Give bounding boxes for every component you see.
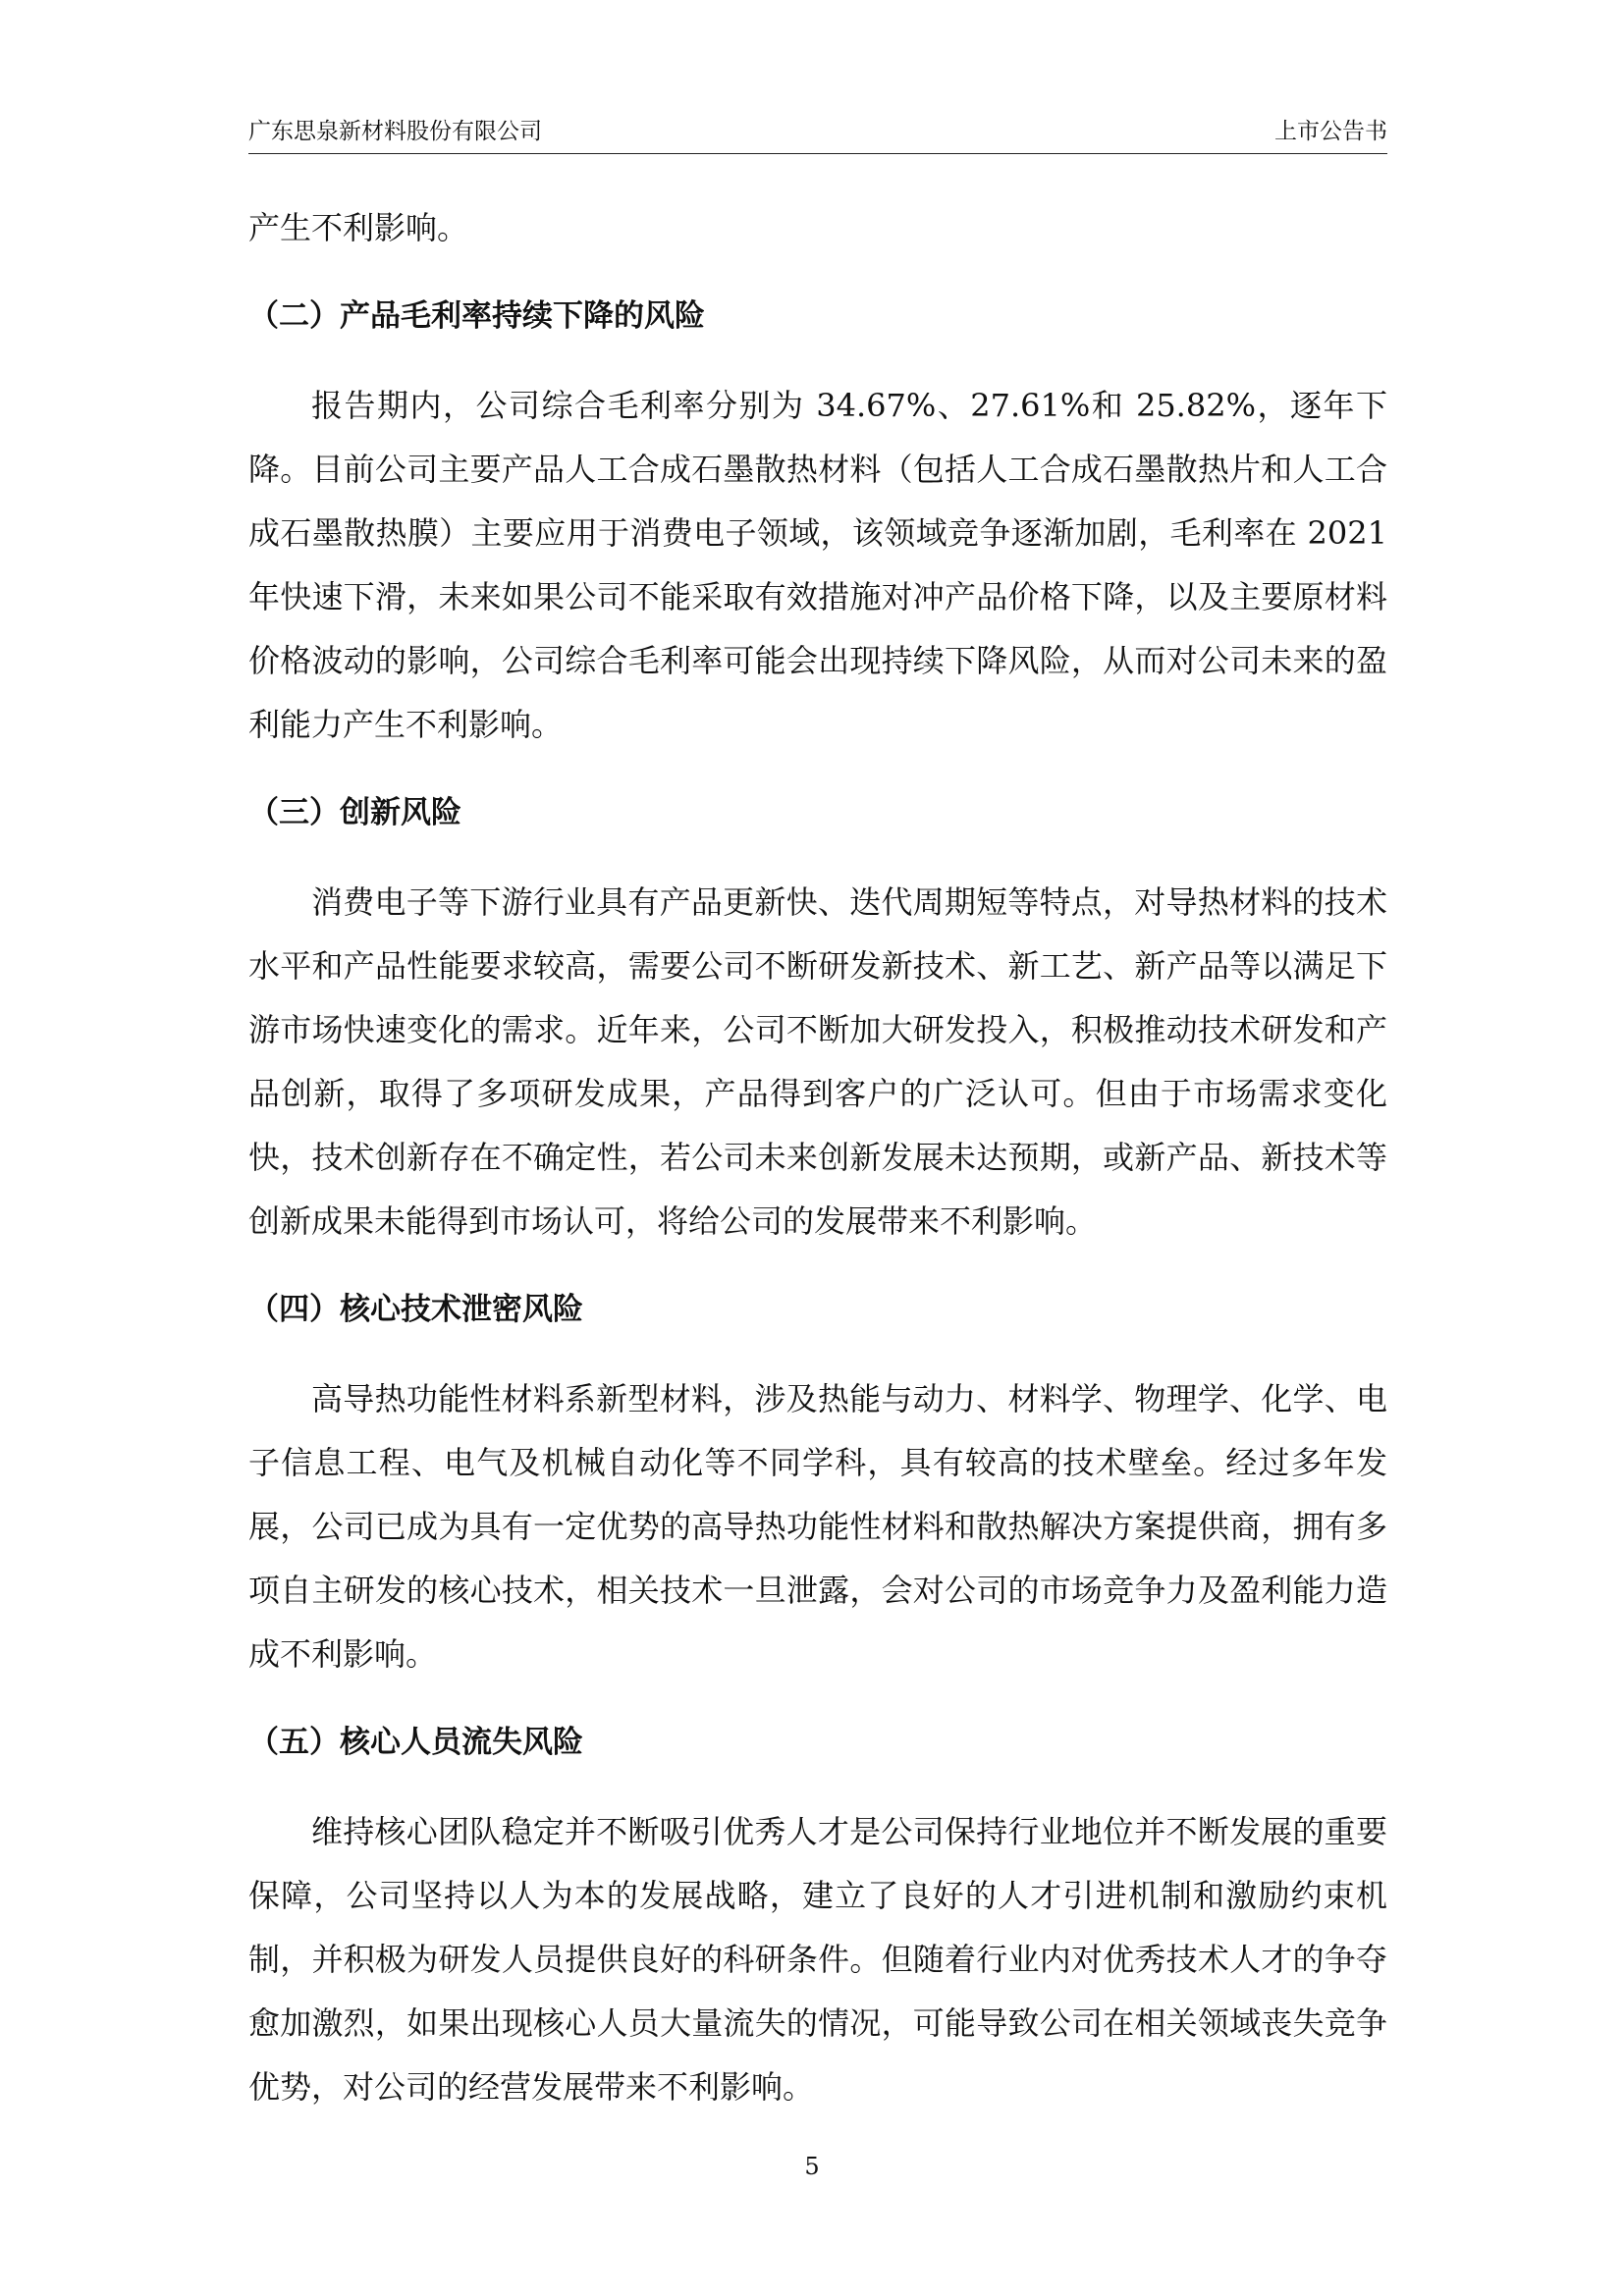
section-heading-gross-margin: （二）产品毛利率持续下降的风险 (248, 298, 705, 334)
header-document-type: 上市公告书 (1274, 119, 1387, 144)
section-body-innovation: 消费电子等下游行业具有产品更新快、迭代周期短等特点，对导热材料的技术水平和产品性能要求较高，需要公司不断研发新技术、新工艺、新产品等以满足下游市场快速变化的需求。近年来，公司不断加大研发投入，积极推动技术研发和产品创新，取得了多项研发成果，产品得到客户的广泛认可。但由于市场需求变化快，技术创新存在不确定性，若公司未来创新发展未达预期，或新产品、新技术等创新成果未能得到市场认可，将给公司的发展带来不利影响。 (248, 883, 1387, 1240)
continuation-paragraph: 产生不利影响。 (248, 209, 469, 246)
section-heading-tech-leak: （四）核心技术泄密风险 (248, 1292, 583, 1327)
section-heading-innovation: （三）创新风险 (248, 795, 461, 830)
section-heading-staff-loss: （五）核心人员流失风险 (248, 1725, 583, 1760)
section-body-staff-loss: 维持核心团队稳定并不断吸引优秀人才是公司保持行业地位并不断发展的重要保障，公司坚持以人为本的发展战略，建立了良好的人才引进机制和激励约束机制，并积极为研发人员提供良好的科研条件。但随着行业内对优秀技术人才的争夺愈加激烈，如果出现核心人员大量流失的情况，可能导致公司在相关领域丧失竞争优势，对公司的经营发展带来不利影响。 (248, 1813, 1387, 2106)
section-body-tech-leak: 高导热功能性材料系新型材料，涉及热能与动力、材料学、物理学、化学、电子信息工程、电气及机械自动化等不同学科，具有较高的技术壁垒。经过多年发展，公司已成为具有一定优势的高导热功能性材料和散热解决方案提供商，拥有多项自主研发的核心技术，相关技术一旦泄露，会对公司的市场竞争力及盈利能力造成不利影响。 (248, 1380, 1387, 1673)
page-header (248, 110, 1387, 154)
header-company-name: 广东思泉新材料股份有限公司 (248, 119, 542, 144)
document-body (248, 196, 1387, 2119)
page-number: 5 (804, 2153, 820, 2180)
section-body-gross-margin: 报告期内，公司综合毛利率分别为 34.67%、27.61%和 25.82%，逐年下降。目前公司主要产品人工合成石墨散热材料（包括人工合成石墨散热片和人工合成石墨散热膜）主要应用于消费电子领域，该领域竞争逐渐加剧，毛利率在 2021 年快速下滑，未来如果公司不能采取有效措施对冲产品价格下降，以及主要原材料价格波动的影响，公司综合毛利率可能会出现持续下降风险，从而对公司未来的盈利能力产生不利影响。 (248, 387, 1387, 743)
